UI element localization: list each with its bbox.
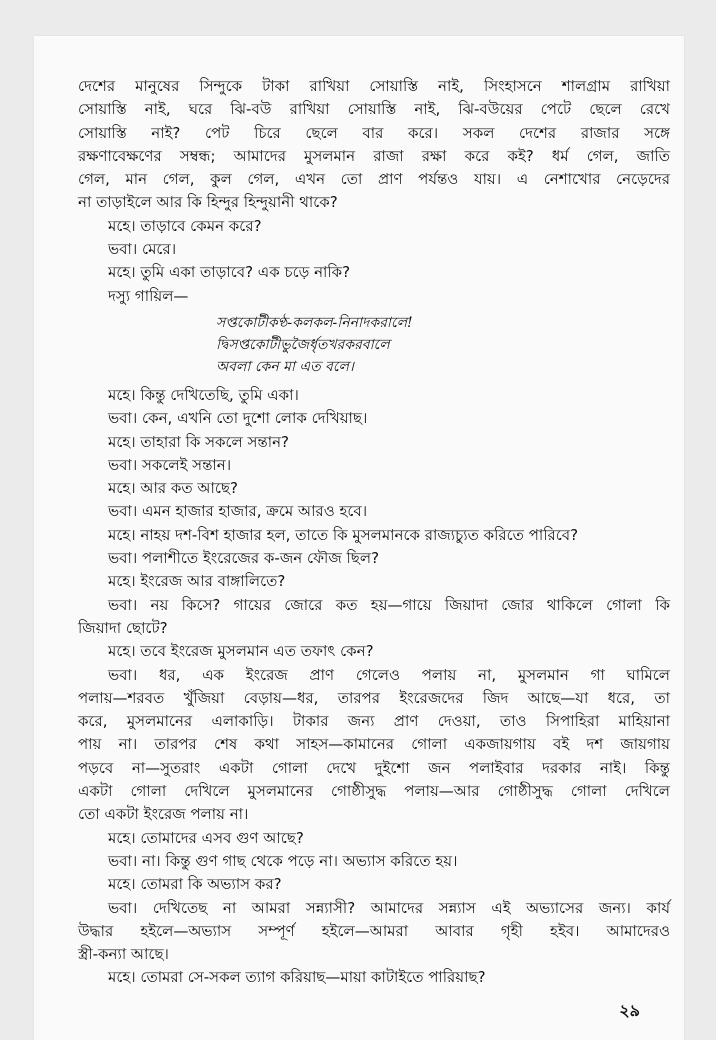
dialogue-line: মহে। তাড়াবে কেমন করে? [108,216,262,235]
verse-line: দ্বিসপ্তকোটীভুজৈর্ধৃতখরকরবালে [216,336,390,353]
dialogue-line: ভবা। এমন হাজার হাজার, ক্রমে আরও হবে। [108,502,368,521]
dialogue-line: মহে। কিন্তু দেখিতেছি, তুমি একা। [108,385,299,404]
dialogue-line: মহে। ইংরেজ আর বাঙ্গালিতে? [108,572,286,591]
verse-line: সপ্তকোটীকণ্ঠ-কলকল-নিনাদকরালে! [216,314,413,331]
text-line: দেশের মানুষের সিন্দুকে টাকা রাখিয়া সোয়াস্তি নাই, সিংহাসনে শালগ্রাম রাখিয়া [78,77,670,95]
page-number: ২৯ [619,1001,640,1020]
text-line: পায় না। তারপর শেষ কথা সাহস—কামানের গোলা একজায়গায় বই দশ জায়গায় [78,735,670,754]
dialogue-line: মহে। তাহারা কি সকলে সন্তান? [108,432,290,451]
text-line: ভবা। নয় কিসে? গায়ের জোরে কত হয়—গায়ে জিয়াদা জোর থাকিলে গোলা কি [108,595,670,614]
dialogue-line: মহে। তোমরা সে-সকল ত্যাগ করিয়াছ—মায়া কাটাইতে পারিয়াছ? [108,968,486,987]
text-line: জিয়াদা ছোটে? [78,618,168,637]
text-line: সোয়াস্তি নাই? পেট চিরে ছেলে বার করে। সকল দেশের রাজার সঙ্গে [78,123,670,142]
text-line: পড়বে না—সুতরাং একটা গোলা দেখে দুইশো জন পলাইবার দরকার নাই। কিন্তু [78,758,670,777]
text-line: করে, মুসলমানের এলাকাড়ি। টাকার জন্য প্রাণ দেওয়া, তাও সিপাহিরা মাহিয়ানা [78,712,670,731]
dialogue-line: মহে। আর কত আছে? [108,479,238,498]
text-line: রক্ষণাবেক্ষণের সম্বন্ধ; আমাদের মুসলমান রাজা রক্ষা করে কই? ধর্ম গেল, জাতি [78,146,670,165]
text-line: ভবা। দেখিতেছ না আমরা সন্ন্যাসী? আমাদের সন্ন্যাস এই অভ্যাসের জন্য। কার্য [108,898,670,917]
dialogue-line: মহে। তোমাদের এসব গুণ আছে? [108,828,304,847]
dialogue-line: মহে। তুমি একা তাড়াবে? এক চড়ে নাকি? [108,263,351,282]
text-line: গেল, মান গেল, কুল গেল, এখন তো প্রাণ পর্যন্তও যায়। এ নেশাখোর নেড়েদের [78,170,670,189]
text-line: পলায়—শরবত খুঁজিয়া বেড়ায়—ধর, তারপর ইংরেজদের জিদ আছে—যা ধরে, তা [78,688,670,707]
text-line: তো একটা ইংরেজ পলায় না। [78,805,249,824]
dialogue-line: ভবা। কেন, এখনি তো দুশো লোক দেখিয়াছ। [108,409,368,428]
dialogue-paragraph [78,664,670,827]
text-line: সোয়াস্তি নাই, ঘরে ঝি-বউ রাখিয়া সোয়াস্তি নাই, ঝি-বউয়ের পেটে ছেলে রেখে [78,100,670,119]
dialogue-line: ভবা। না। কিন্তু গুণ গাছ থেকে পড়ে না। অভ্যাস করিতে হয়। [108,851,458,870]
dialogue-line: ভবা। পলাশীতে ইংরেজের ক-জন ফৌজ ছিল? [108,549,380,568]
dialogue-line: মহে। তোমরা কি অভ্যাস কর? [108,875,282,894]
text-line: একটা গোলা দেখিলে মুসলমানের গোষ্ঠীসুদ্ধ পলায়—আর গোষ্ঠীসুদ্ধ গোলা দেখিলে [78,782,670,801]
dialogue-line: ভবা। মেরে। [108,240,177,259]
song-verse [216,312,670,378]
dialogue-paragraph [78,594,670,641]
dialogue-line: মহে। নাহয় দশ-বিশ হাজার হল, তাতে কি মুসলমানকে রাজ্যচ্যুত করিতে পারিবে? [108,525,579,544]
text-line: উদ্ধার হইলে—অভ্যাস সম্পূর্ণ হইলে—আমরা আবার গৃহী হইব। আমাদেরও [78,921,670,940]
dialogue-line: ভবা। সকলেই সন্তান। [108,455,232,474]
text-line: ভবা। ধর, এক ইংরেজ প্রাণ গেলেও পলায় না, মুসলমান গা ঘামিলে [108,665,670,684]
song-intro: দস্যু গায়িল— [108,286,189,305]
page-body [78,75,670,990]
dialogue-paragraph [78,897,670,967]
text-line: স্ত্রী-কন্যা আছে। [78,945,169,964]
book-page [34,36,684,1040]
verse-line: অবলা কেন মা এত বলে। [216,358,354,375]
opening-paragraph [78,75,670,215]
text-line: না তাড়াইলে আর কি হিন্দুর হিন্দুয়ানী থাকে? [78,193,338,212]
dialogue-line: মহে। তবে ইংরেজ মুসলমান এত তফাৎ কেন? [108,642,374,661]
